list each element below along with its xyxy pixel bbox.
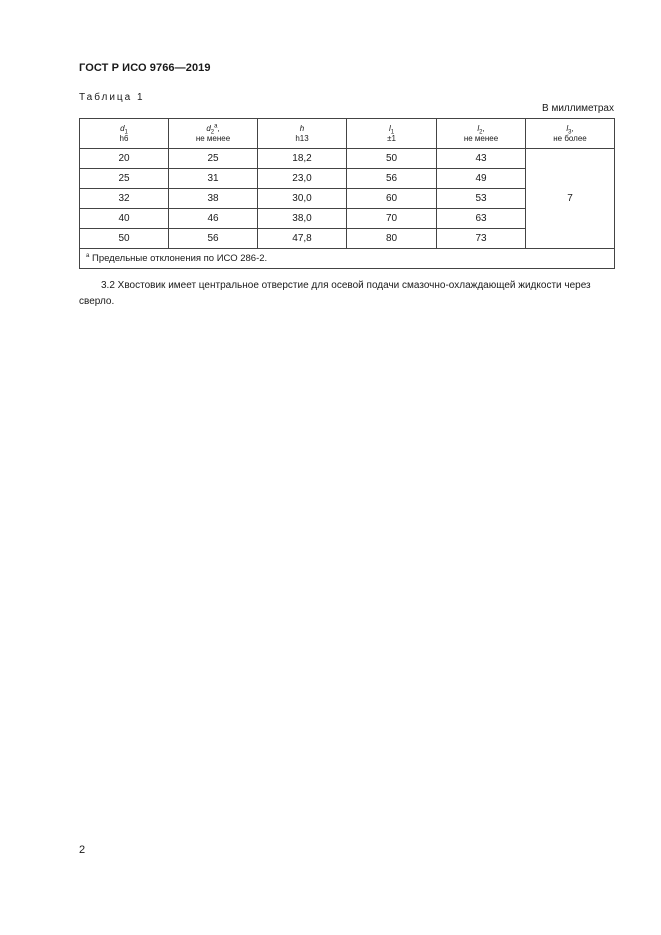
table-cell: 60 bbox=[347, 189, 437, 209]
col-header-d1: $d_1$ h6 bbox=[80, 119, 169, 149]
table-cell: 18,2 bbox=[258, 149, 347, 169]
col-header-l2: $l_2$, не менее bbox=[437, 119, 526, 149]
table-cell: 40 bbox=[80, 209, 169, 229]
footnote-mark: a bbox=[86, 252, 90, 259]
dimensions-table bbox=[79, 118, 615, 269]
table-cell: 73 bbox=[437, 229, 526, 249]
table-cell: 56 bbox=[169, 229, 258, 249]
table-header-row bbox=[80, 119, 615, 149]
table-cell-l3-merged: 7 bbox=[526, 149, 615, 249]
table-cell: 49 bbox=[437, 169, 526, 189]
table-cell: 50 bbox=[347, 149, 437, 169]
table-footnote bbox=[80, 249, 615, 269]
table-cell: 38 bbox=[169, 189, 258, 209]
table-cell: 70 bbox=[347, 209, 437, 229]
col-header-l3: $l_3$, не более bbox=[526, 119, 615, 149]
table-row bbox=[80, 149, 615, 169]
table-cell: 32 bbox=[80, 189, 169, 209]
col-header-h: h h13 bbox=[258, 119, 347, 149]
table-cell: 47,8 bbox=[258, 229, 347, 249]
footnote-text: Предельные отклонения по ИСО 286-2. bbox=[91, 253, 268, 265]
table-cell: 46 bbox=[169, 209, 258, 229]
table-cell: 23,0 bbox=[258, 169, 347, 189]
table-cell: 80 bbox=[347, 229, 437, 249]
table-cell: 30,0 bbox=[258, 189, 347, 209]
table-cell: 50 bbox=[80, 229, 169, 249]
table-cell: 63 bbox=[437, 209, 526, 229]
table-cell: 56 bbox=[347, 169, 437, 189]
table-cell: 43 bbox=[437, 149, 526, 169]
table-units: В миллиметрах bbox=[542, 103, 614, 114]
table-footnote-row bbox=[80, 249, 615, 269]
table-cell: 53 bbox=[437, 189, 526, 209]
document-header: ГОСТ Р ИСО 9766—2019 bbox=[79, 62, 211, 74]
table-cell: 25 bbox=[80, 169, 169, 189]
table-cell: 20 bbox=[80, 149, 169, 169]
table-cell: 25 bbox=[169, 149, 258, 169]
col-header-l1: $l_1$ ±1 bbox=[347, 119, 437, 149]
col-header-d2: $d_2^a$, не менее bbox=[169, 119, 258, 149]
table-cell: 31 bbox=[169, 169, 258, 189]
page-number: 2 bbox=[79, 844, 86, 856]
table-cell: 38,0 bbox=[258, 209, 347, 229]
table-caption: Таблица 1 bbox=[79, 92, 145, 103]
paragraph-3-2: 3.2 Хвостовик имеет центральное отверстие для осевой подачи смазочно-охлаждающей жидкости через сверло. bbox=[79, 280, 591, 307]
